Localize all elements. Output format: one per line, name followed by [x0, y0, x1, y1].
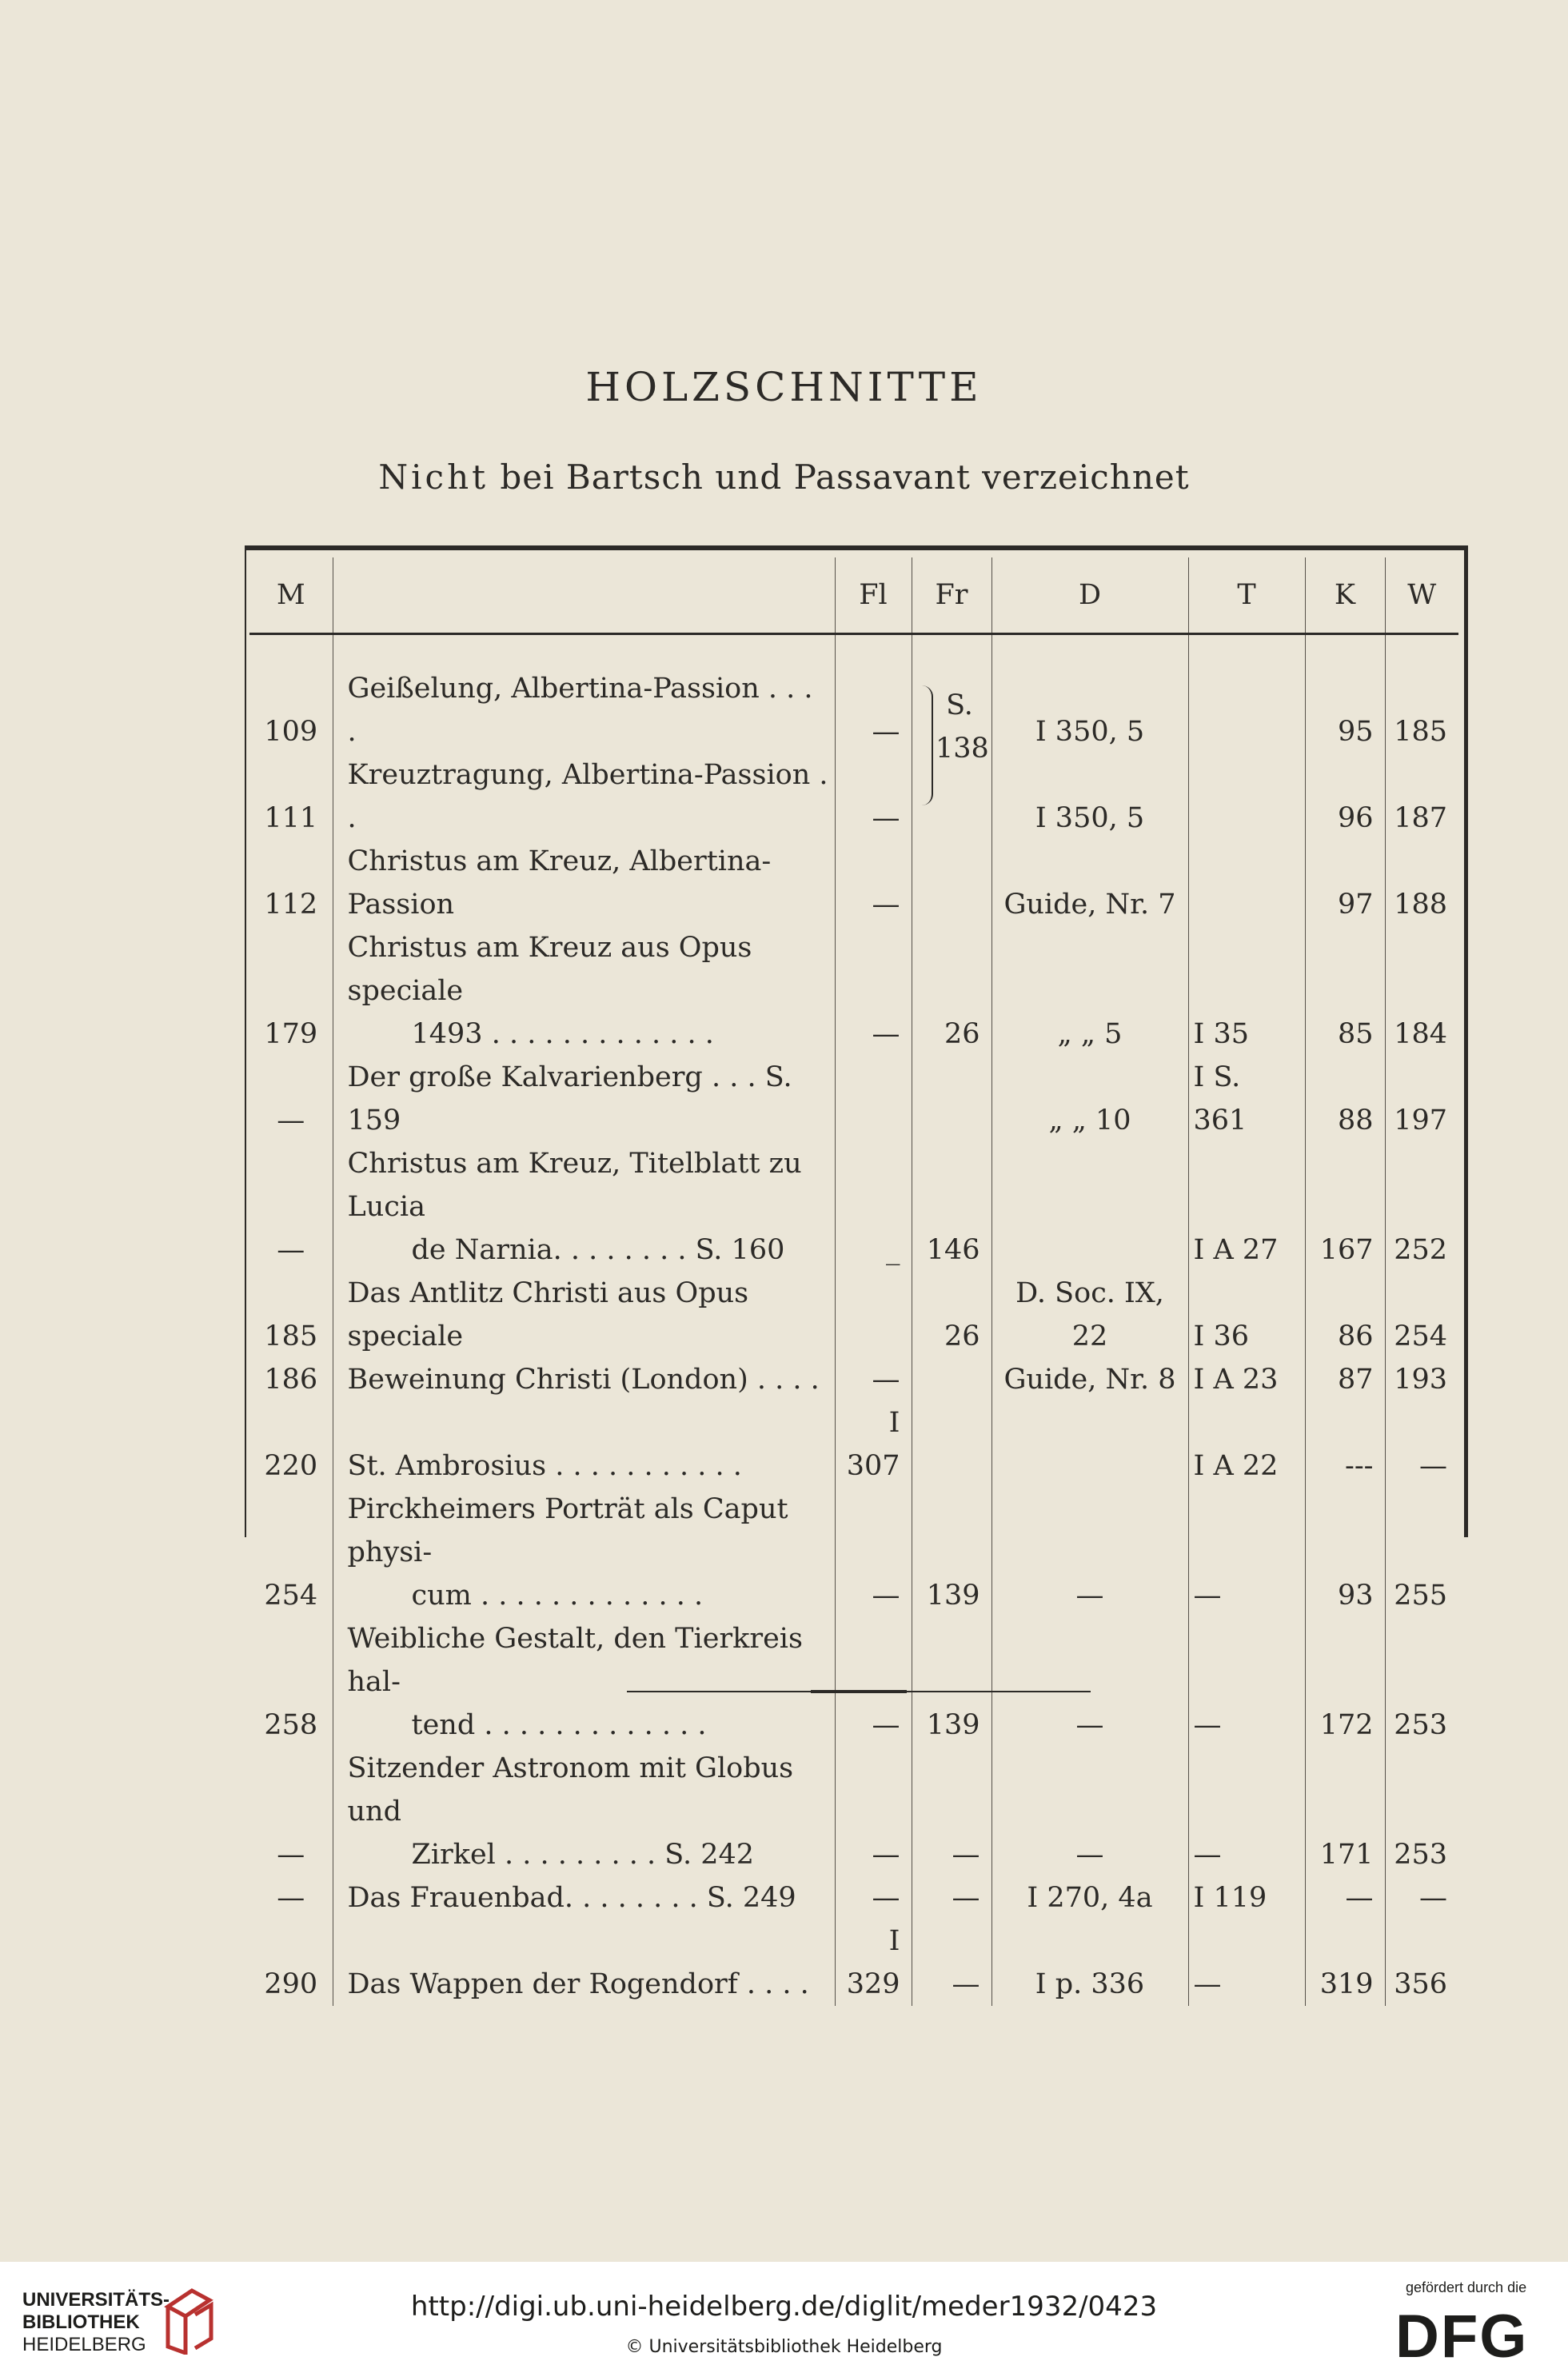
- cell-title: [333, 1920, 835, 2006]
- cell-fl: —: [835, 634, 912, 754]
- cell-w: 254: [1385, 1272, 1458, 1358]
- title-line: Christus am Kreuz aus Opus speciale: [347, 932, 752, 1007]
- cell-fl: [835, 1056, 912, 1142]
- title-continuation: tend . . . . . . . . . . . . .: [411, 1709, 707, 1741]
- cell-d: „ „ 10: [991, 1056, 1188, 1142]
- cell-w: 187: [1385, 753, 1458, 840]
- title-line: Das Wappen der Rogendorf . . . .: [347, 1968, 809, 2000]
- cell-w: 184: [1385, 926, 1458, 1056]
- title-line: Beweinung Christi (London) . . . .: [347, 1364, 820, 1396]
- cell-title: [333, 840, 835, 926]
- cell-title: [333, 753, 835, 840]
- cell-fr: 26: [912, 1272, 991, 1358]
- cell-w: 252: [1385, 1142, 1458, 1272]
- cell-w: 197: [1385, 1056, 1458, 1142]
- cell-w: 185: [1385, 634, 1458, 754]
- col-header-m: M: [249, 557, 333, 634]
- cell-m: —: [277, 1105, 305, 1137]
- cell-d: „ „ 5: [991, 926, 1188, 1056]
- cell-title: [333, 926, 835, 1056]
- cell-fr: 139: [912, 1617, 991, 1747]
- table-row: [249, 1617, 1458, 1747]
- cell-k: 85: [1305, 926, 1385, 1056]
- table-row: [249, 1876, 1458, 1920]
- cell-fr: 26: [912, 926, 991, 1056]
- dfg-logo: DFG: [1395, 2303, 1529, 2371]
- cell-fl: [835, 1272, 912, 1358]
- cell-d: D. Soc. IX, 22: [991, 1272, 1188, 1358]
- cell-t: I S. 361: [1188, 1056, 1305, 1142]
- cell-fl: —: [835, 1876, 912, 1920]
- title-line: Sitzender Astronom mit Globus und: [347, 1752, 794, 1828]
- title-continuation: de Narnia. . . . . . . . S. 160: [411, 1234, 785, 1266]
- table-header-row: [249, 557, 1458, 634]
- cell-d: [991, 1142, 1188, 1272]
- cell-t: I A 23: [1188, 1358, 1305, 1401]
- woodcut-table: [249, 557, 1458, 2006]
- cell-fl: I 329: [835, 1920, 912, 2006]
- cell-fr: —: [912, 1920, 991, 2006]
- cell-k: —: [1305, 1876, 1385, 1920]
- cell-t: [1188, 634, 1305, 754]
- col-header-k: K: [1305, 557, 1385, 634]
- cell-k: 96: [1305, 753, 1385, 840]
- ornament-divider: [627, 1689, 1091, 1694]
- col-header-fl: Fl: [835, 557, 912, 634]
- cell-fl: —: [835, 1358, 912, 1401]
- cell-m: 258: [264, 1709, 318, 1741]
- cell-w: 253: [1385, 1617, 1458, 1747]
- cell-t: I 119: [1188, 1876, 1305, 1920]
- cell-t: I A 27: [1188, 1142, 1305, 1272]
- title-line: St. Ambrosius . . . . . . . . . . .: [347, 1450, 742, 1482]
- cell-m: 185: [264, 1320, 318, 1352]
- bracket-label-num: 138: [936, 733, 989, 765]
- cell-title: [333, 1056, 835, 1142]
- table-row: [249, 1142, 1458, 1272]
- table-row: [249, 1056, 1458, 1142]
- title-line: Das Antlitz Christi aus Opus speciale: [347, 1277, 749, 1352]
- table-row: [249, 1401, 1458, 1488]
- cell-t: —: [1188, 1920, 1305, 2006]
- table-row: [249, 926, 1458, 1056]
- cell-fl: —: [835, 926, 912, 1056]
- cell-fr: [912, 1401, 991, 1488]
- cell-w: 255: [1385, 1488, 1458, 1617]
- cell-k: 88: [1305, 1056, 1385, 1142]
- cell-w: 193: [1385, 1358, 1458, 1401]
- permalink-url[interactable]: http://digi.ub.uni-heidelberg.de/diglit/meder1932/0423: [410, 2291, 1158, 2323]
- library-line2: BIBLIOTHEK: [22, 2311, 140, 2333]
- cell-title: [333, 1401, 835, 1488]
- cell-fr: —: [912, 1876, 991, 1920]
- cell-title: [333, 1488, 835, 1617]
- cell-fr: 139: [912, 1488, 991, 1617]
- cell-k: 319: [1305, 1920, 1385, 2006]
- col-header-w: W: [1385, 557, 1458, 634]
- cell-d: I p. 336: [991, 1920, 1188, 2006]
- cell-d: I 350, 5: [991, 634, 1188, 754]
- cell-m: 254: [264, 1580, 318, 1612]
- cell-fl: I 307: [835, 1401, 912, 1488]
- title-continuation: Zirkel . . . . . . . . . S. 242: [411, 1839, 755, 1871]
- cell-fr: [912, 1358, 991, 1401]
- cell-t: —: [1188, 1488, 1305, 1617]
- cell-t: —: [1188, 1617, 1305, 1747]
- cell-k: 171: [1305, 1747, 1385, 1876]
- cell-title: [333, 1617, 835, 1747]
- cell-w: 253: [1385, 1747, 1458, 1876]
- library-line3: HEIDELBERG: [22, 2334, 146, 2355]
- cell-d: Guide, Nr. 8: [991, 1358, 1188, 1401]
- subtitle-rest: bei Bartsch und Passavant verzeichnet: [500, 457, 1190, 497]
- cell-m: 220: [264, 1450, 318, 1482]
- col-header-t: T: [1188, 557, 1305, 634]
- cell-d: —: [991, 1617, 1188, 1747]
- table-row: [249, 840, 1458, 926]
- copyright-text: © Universitätsbibliothek Heidelberg: [625, 2337, 943, 2357]
- subtitle-first-word: Nicht: [378, 457, 489, 497]
- col-header-title: [333, 557, 835, 634]
- cell-m: 179: [264, 1018, 318, 1050]
- cell-m: 290: [264, 1968, 318, 2000]
- cell-t: I 36: [1188, 1272, 1305, 1358]
- cell-title: [333, 1142, 835, 1272]
- table-row: [249, 634, 1458, 754]
- cell-k: 97: [1305, 840, 1385, 926]
- cell-d: —: [991, 1488, 1188, 1617]
- cell-fl: —: [835, 840, 912, 926]
- title-line: Weibliche Gestalt, den Tierkreis hal-: [347, 1623, 803, 1698]
- bracket-label-s: S.: [946, 689, 973, 721]
- cell-w: —: [1385, 1401, 1458, 1488]
- cell-fl: —: [835, 753, 912, 840]
- bracket-label: [936, 684, 989, 770]
- cell-t: —: [1188, 1747, 1305, 1876]
- cell-m: —: [277, 1234, 305, 1266]
- cell-title: [333, 1272, 835, 1358]
- footer-bar: [0, 2262, 1568, 2373]
- cell-w: 356: [1385, 1920, 1458, 2006]
- cell-k: 172: [1305, 1617, 1385, 1747]
- col-header-d: D: [991, 557, 1188, 634]
- table-row: [249, 1272, 1458, 1358]
- cell-fl: —: [835, 1747, 912, 1876]
- cell-w: 188: [1385, 840, 1458, 926]
- cell-m: 109: [264, 716, 318, 748]
- title-line: Christus am Kreuz, Albertina-Passion: [347, 845, 772, 921]
- cell-m: —: [277, 1882, 305, 1914]
- cell-t: [1188, 840, 1305, 926]
- cell-fr: [912, 1056, 991, 1142]
- cell-w: —: [1385, 1876, 1458, 1920]
- cell-d: —: [991, 1747, 1188, 1876]
- cell-k: ---: [1305, 1401, 1385, 1488]
- cell-t: I 35: [1188, 926, 1305, 1056]
- cell-fl: —: [835, 1488, 912, 1617]
- title-line: Christus am Kreuz, Titelblatt zu Lucia: [347, 1148, 802, 1223]
- title-line: Kreuztragung, Albertina-Passion . .: [347, 759, 828, 834]
- cell-title: [333, 1747, 835, 1876]
- cell-d: Guide, Nr. 7: [991, 840, 1188, 926]
- title-line: Pirckheimers Porträt als Caput physi-: [347, 1493, 788, 1568]
- table-row: [249, 753, 1458, 840]
- cell-k: 87: [1305, 1358, 1385, 1401]
- cell-fl: _: [835, 1142, 912, 1272]
- bracket-brace: [917, 685, 933, 805]
- cell-fr: —: [912, 1747, 991, 1876]
- table-row: [249, 1747, 1458, 1876]
- cell-k: 95: [1305, 634, 1385, 754]
- cell-title: [333, 1876, 835, 1920]
- cell-d: I 270, 4a: [991, 1876, 1188, 1920]
- cell-k: 167: [1305, 1142, 1385, 1272]
- cell-fr: 146: [912, 1142, 991, 1272]
- table-row: [249, 1920, 1458, 2006]
- title-line: Der große Kalvarienberg . . . S. 159: [347, 1061, 792, 1137]
- cell-k: 93: [1305, 1488, 1385, 1617]
- title-continuation: cum . . . . . . . . . . . . .: [411, 1580, 704, 1612]
- cell-m: 112: [264, 889, 318, 921]
- table-row: [249, 1358, 1458, 1401]
- funded-by-label: gefördert durch die: [1406, 2279, 1527, 2295]
- cell-t: I A 22: [1188, 1401, 1305, 1488]
- cell-m: 186: [264, 1364, 318, 1396]
- cell-k: 86: [1305, 1272, 1385, 1358]
- cell-m: —: [277, 1839, 305, 1871]
- page-subtitle: [0, 457, 1568, 497]
- cell-fr: [912, 840, 991, 926]
- cell-fl: —: [835, 1617, 912, 1747]
- cell-t: [1188, 753, 1305, 840]
- cell-title: [333, 634, 835, 754]
- table-row: [249, 1488, 1458, 1617]
- title-line: Das Frauenbad. . . . . . . . S. 249: [347, 1882, 796, 1914]
- cell-d: [991, 1401, 1188, 1488]
- table-body: [249, 634, 1458, 2007]
- col-header-fr: Fr: [912, 557, 991, 634]
- title-line: Geißelung, Albertina-Passion . . . .: [347, 673, 813, 748]
- cell-d: I 350, 5: [991, 753, 1188, 840]
- page-title: HOLZSCHNITTE: [585, 364, 983, 410]
- cell-title: [333, 1358, 835, 1401]
- cell-m: 111: [264, 802, 318, 834]
- library-line1: UNIVERSITÄTS-: [22, 2289, 170, 2311]
- title-continuation: 1493 . . . . . . . . . . . . .: [411, 1018, 714, 1050]
